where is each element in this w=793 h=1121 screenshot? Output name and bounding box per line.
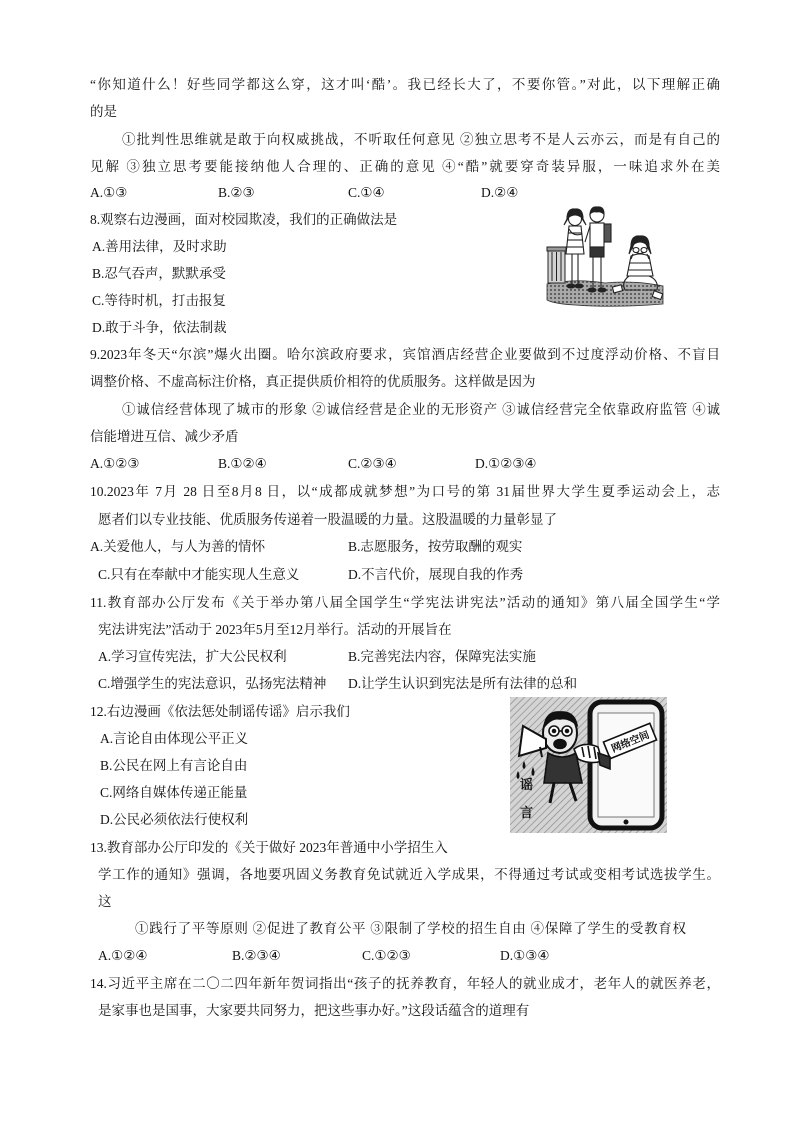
standing-boy xyxy=(585,207,611,292)
q7-statements-line-2: 见解 ③独立思考要能接纳他人合理的、正确的意见 ④“酷”就要穿奇装异服，一味追求外在美 xyxy=(90,159,720,174)
q7-stem-line-2: 的是 xyxy=(90,104,117,119)
q9-option-c: C.②③④ xyxy=(348,456,397,471)
q12-option-b: B.公民在网上有言论自由 xyxy=(100,758,248,773)
q10-option-a: A.关爱他人，与人为善的情怀 xyxy=(90,539,266,554)
trash-bin xyxy=(547,247,566,283)
q14-stem-line-1: 14.习近平主席在二〇二四年新年贺词指出“孩子的抚养教育，年轻人的就业成才，老年人的就医养老， xyxy=(90,976,720,991)
q10-option-c: C.只有在奉献中才能实现人生意义 xyxy=(98,567,300,582)
q13-stem-line-2: 学工作的通知》强调，各地要巩固义务教育免试就近入学成果，不得通过考试或变相考试选拔学生。 xyxy=(98,867,720,882)
q8-option-c: C.等待时机，打击报复 xyxy=(92,293,226,308)
q10-option-b: B.志愿服务，按劳取酬的观实 xyxy=(348,539,523,554)
q9-option-b: B.①②④ xyxy=(218,456,267,471)
q7-option-d: D.②④ xyxy=(481,185,519,200)
q11-option-b: B.完善宪法内容，保障宪法实施 xyxy=(348,649,536,664)
bullying-cartoon xyxy=(545,204,665,308)
q13-option-b: B.②③④ xyxy=(232,948,281,963)
q8-option-a: A.善用法律，及时求助 xyxy=(92,239,227,254)
standing-girl xyxy=(564,209,586,288)
q12-option-c: C.网络自媒体传递正能量 xyxy=(100,785,248,800)
q8-option-b: B.忍气吞声，默默承受 xyxy=(92,266,226,281)
q7-option-a: A.①③ xyxy=(90,185,128,200)
q10-stem-line-1: 10.2023年 7月 28 日至8月8 日，以“成都成就梦想”为口号的第 31届世界大学生夏季运动会上，志 xyxy=(90,484,720,499)
q11-option-c: C.增强学生的宪法意识，弘扬宪法精神 xyxy=(98,676,327,691)
q12-option-d: D.公民必须依法行使权利 xyxy=(100,812,249,827)
q12-stem: 12.右边漫画《依法惩处制谣传谣》启示我们 xyxy=(90,704,350,719)
network-space-sign-text: 网络空间 xyxy=(609,729,652,755)
q9-statements-line-2: 信能增进互信、减少矛盾 xyxy=(90,429,239,444)
q7-statements-line-1: ①批判性思维就是敢于向权威挑战，不听取任何意见 ②独立思考不是人云亦云，而是有自己的 xyxy=(122,132,720,147)
q9-stem-line-2: 调整价格、不虚高标注价格，真正提供质价相符的优质服务。这样做是因为 xyxy=(90,374,536,389)
q12-option-a: A.言论自由体现公平正义 xyxy=(100,731,249,746)
ground-shadow xyxy=(547,281,663,307)
q9-statements-line-1: ①诚信经营体现了城市的形象 ②诚信经营是企业的无形资产 ③诚信经营完全依靠政府监管 ④诚 xyxy=(122,402,720,417)
q11-option-d: D.让学生认识到宪法是所有法律的总和 xyxy=(348,676,578,691)
q13-stem-line-1: 13.教育部办公厅印发的《关于做好 2023年普通中小学招生入 xyxy=(90,840,448,855)
q9-stem-line-1: 9.2023年冬天“尔滨”爆火出圈。哈尔滨政府要求，宾馆酒店经营企业要做到不过度浮动价格、不盲目 xyxy=(90,347,720,362)
rumor-cartoon xyxy=(510,697,667,833)
q7-option-c: C.①④ xyxy=(348,185,385,200)
q10-option-d: D.不言代价，展现自我的作秀 xyxy=(348,567,524,582)
q11-stem-line-1: 11.教育部办公厅发布《关于举办第八届全国学生“学宪法讲宪法”活动的通知》第八届全国学生“学 xyxy=(90,595,720,610)
q13-stem-line-3: 这 xyxy=(98,894,112,909)
rumor-label-char-1: 谣 xyxy=(520,778,534,793)
q8-stem: 8.观察右边漫画，面对校园欺凌，我们的正确做法是 xyxy=(90,212,398,227)
q7-option-b: B.②③ xyxy=(218,185,255,200)
q9-option-d: D.①②③④ xyxy=(475,456,537,471)
q13-statements: ①践行了平等原则 ②促进了教育公平 ③限制了学校的招生自由 ④保障了学生的受教育权 xyxy=(135,921,686,936)
q13-option-a: A.①②④ xyxy=(98,948,148,963)
q13-option-c: C.①②③ xyxy=(362,948,411,963)
q7-stem-line-1: “你知道什么！好些同学都这么穿，这才叫‘酷’。我已经长大了，不要你管。”对此，以下理解正确 xyxy=(90,77,720,92)
q13-option-d: D.①③④ xyxy=(500,948,550,963)
q10-stem-line-2: 愿者们以专业技能、优质服务传递着一股温暖的力量。这股温暖的力量彰显了 xyxy=(98,512,557,527)
q9-option-a: A.①②③ xyxy=(90,456,140,471)
rumor-label-char-2: 言 xyxy=(520,806,534,821)
sitting-crying-child xyxy=(612,236,662,300)
q11-option-a: A.学习宣传宪法，扩大公民权利 xyxy=(98,649,287,664)
q14-stem-line-2: 是家事也是国事，大家要共同努力，把这些事办好。”这段话蕴含的道理有 xyxy=(98,1003,530,1018)
q11-stem-line-2: 宪法讲宪法”活动于 2023年5月至12月举行。活动的开展旨在 xyxy=(98,622,452,637)
q8-option-d: D.敢于斗争，依法制裁 xyxy=(92,320,227,335)
